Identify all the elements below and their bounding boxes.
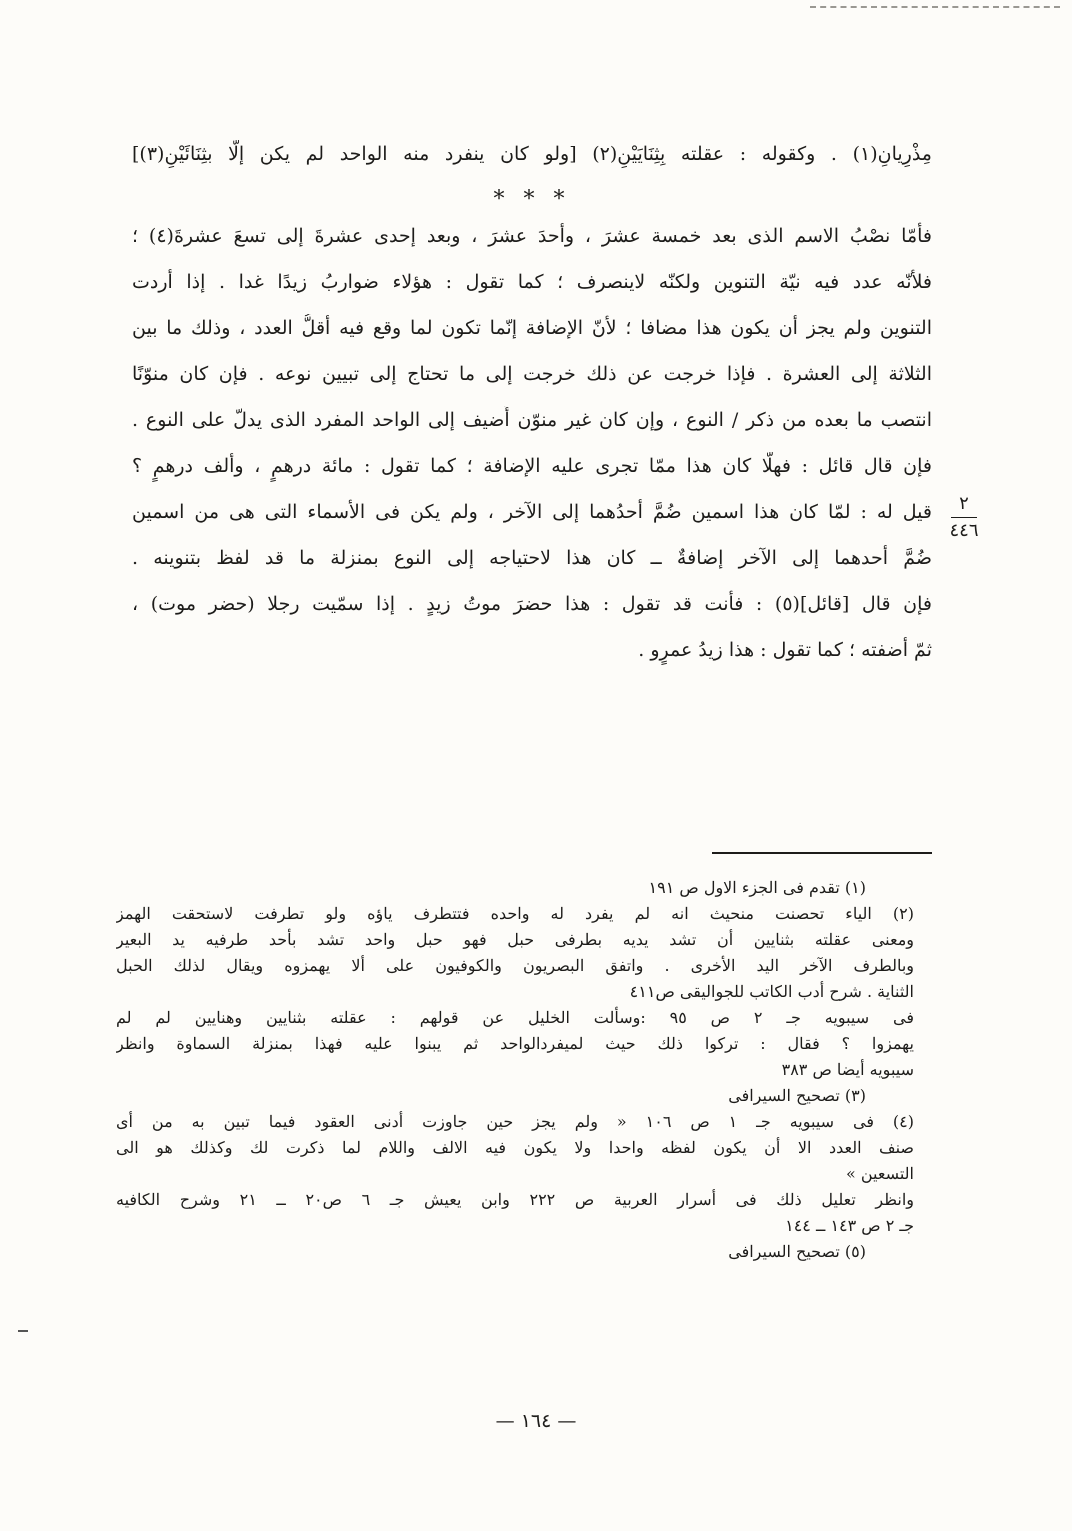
text-line: التنوين ولم يجز أن يكون هذا مضافا ؛ لأنّ الإضافة إنّما تكون لما وقع فيه أقلُّ العدد ، وذلك ما بين	[132, 317, 932, 339]
margin-stray-mark	[18, 1330, 28, 1332]
footnote-line: سيبويه أيضا ص ٣٨٣	[781, 1060, 914, 1079]
footnote-separator	[712, 852, 932, 854]
text-line: قيل له : لمّا كان هذا اسمين ضُمَّ أحدُهما إلى الآخر ، ولم يكن فى الأسماء التى هى من اسمين	[132, 501, 932, 523]
margin-page-reference	[946, 493, 982, 542]
text-line: ثمّ أضفته ؛ كما تقول : هذا زيدُ عمرٍو .	[638, 639, 932, 661]
footnote-line: جـ ٢ ص ١٤٣ ــ ١٤٤	[785, 1216, 914, 1235]
footnote-line: (٣) تصحيح السيرافى	[728, 1086, 866, 1105]
footnote-line: الثناية . شرح أدب الكاتب للجواليقى ص٤١١	[629, 982, 914, 1001]
text-line: فلأنّه عدد فيه نيّة التنوين ولكنّه لاينصرف ؛ كما تقول : هؤلاء ضواربُ زيدًا غدا . إذا أردت	[132, 271, 932, 293]
footnote-line: التسعين »	[845, 1164, 914, 1183]
footnote-line: صنف العدد الا أن يكون لفظه واحدا ولا يكون فيه الالف واللام لما ذكرت لك وكذلك هو الى	[116, 1138, 914, 1157]
text-line: فإن قال قائل : فهلّا كان هذا ممّا تجرى عليه الإضافة ؛ كما تقول : مائة درهمٍ ، وألف درهمٍ ؟	[132, 455, 932, 477]
footnote-line: (٤) فى سيبويه جـ ١ ص ١٠٦ « ولم يجز حين جاوزت أدنى العقود فيما تبين به من أى	[116, 1112, 914, 1131]
footnote-line: يهمزوا ؟ فقال : تركوا ذلك حيث لميفردالواحد ثم يبنوا عليه فهذا بمنزلة السماوة وانظر	[116, 1034, 914, 1053]
footnote-line: (١) تقدم فى الجزء الاول ص ١٩١	[648, 878, 866, 897]
footnote-line: (٥) تصحيح السيرافى	[728, 1242, 866, 1261]
text-line: ضُمَّ أحدهما إلى الآخر إضافةٌ ــ كان هذا لاحتياجه إلى النوع بمنزلة ما قد لفظ بتنوينه .	[132, 547, 932, 569]
margin-volume-number: ٢	[959, 493, 969, 514]
main-text	[132, 140, 932, 682]
footnotes	[116, 876, 914, 1266]
text-line: فأمّا نصْبُ الاسم الذى بعد خمسة عشرَ ، وأحدَ عشرَ ، وبعد إحدى عشرةَ إلى تسعَ عشرةَ(٤) ؛	[132, 225, 932, 247]
text-line: مِذْرِيانِ(١) . وكقوله : عقلته بِثِنَايَيْنِ(٢) [ولو كان ينفرد منه الواحد لم يكن إلّا بثِنَائَيْنِ(٣)]	[132, 143, 932, 165]
margin-divider	[951, 517, 977, 518]
footnote-line: وبالطرف الآخر اليد الأخرى . واتفق البصريون والكوفيون على ألا يهمزوه ويقال لذلك الحبل	[116, 956, 914, 975]
margin-page-number: ٤٤٦	[949, 520, 979, 541]
footnote-line: (٢) الياء تحصنت منحيث انه لم يفرد له واحده فتتطرف ياؤه ولو تطرفت لاستحقت الهمز	[116, 904, 914, 923]
footnote-line: وانظر تعليل ذلك فى أسرار العربية ص ٢٢٢ وابن يعيش جـ ٦ ص٢٠ ــ ٢١ وشرح الكافيه	[116, 1190, 914, 1209]
footnote-line: ومعنى عقلته بثنايين أن تشد يديه بطرفى حبل فهو حبل واحد تشد بأحد طرفيه يد البعير	[116, 930, 914, 949]
page-number: — ١٦٤ —	[495, 1410, 577, 1432]
footnote-line: فى سيبويه جـ ٢ ص ٩٥ :وسألت الخليل عن قولهم : عقلته بثنايين وهنايين لم لم	[116, 1008, 914, 1027]
text-line: فإن قال [قائل](٥) : فأنت قد تقول : هذا حضرَ موتُ زيدٍ . إذا سمّيت رجلا (حضر موت) ،	[132, 593, 932, 615]
text-line: انتصب ما بعده من ذكر / النوع ، وإن كان غير منوّن أُضيف إلى الواحد المفرد الذى يدلّ على النوع .	[132, 409, 932, 431]
top-edge-dashes	[810, 6, 1060, 8]
section-separator: * * *	[493, 187, 571, 212]
text-line: الثلاثة إلى العشرة . فإذا خرجت عن ذلك خرجت إلى ما تحتاج إلى تبيين نوعه . فإن كان منوّنًا	[132, 363, 932, 385]
